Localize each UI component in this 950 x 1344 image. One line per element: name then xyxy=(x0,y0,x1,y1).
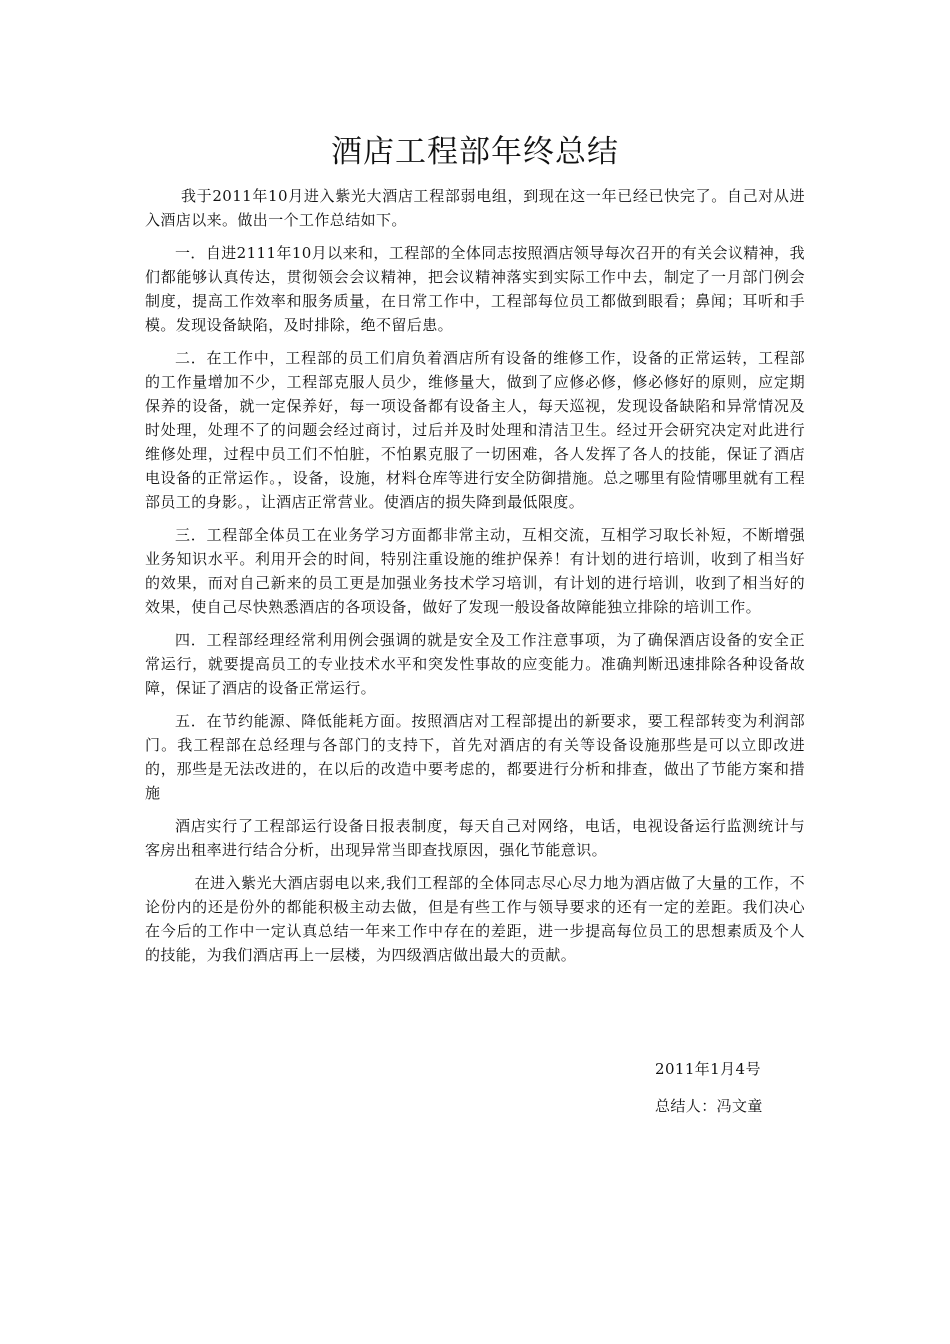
paragraph-section-5: 五．在节约能源、降低能耗方面。按照酒店对工程部提出的新要求，要工程部转变为利润部门。我工程部在总经理与各部门的支持下，首先对酒店的有关等设备设施那些是可以立即改进的，那些是无法改进的，在以后的改造中要考虑的，都要进行分析和排查，做出了节能方案和措施 xyxy=(145,712,805,802)
paragraph-intro: 我于2011年10月进入紫光大酒店工程部弱电组，到现在这一年已经已快完了。自己对从进入酒店以来。做出一个工作总结如下。 xyxy=(145,187,805,229)
paragraph-section-3: 三．工程部全体员工在业务学习方面都非常主动，互相交流，互相学习取长补短，不断增强业务知识水平。利用开会的时间，特别注重设施的维护保养！有计划的进行培训，收到了相当好的效果，而对自己新来的员工更是加强业务技术学习培训，有计划的进行培训，收到了相当好的效果，使自己尽快熟悉酒店的各项设备，做好了发现一般设备故障能独立排除的培训工作。 xyxy=(145,526,805,616)
signature-author: 总结人：冯文童 xyxy=(655,1097,763,1115)
paragraph-section-4: 四．工程部经理经常利用例会强调的就是安全及工作注意事项，为了确保酒店设备的安全正常运行，就要提高员工的专业技术水平和突发性事故的应变能力。准确判断迅速排除各种设备故障，保证了酒店的设备正常运行。 xyxy=(145,631,805,697)
document-title: 酒店工程部年终总结 xyxy=(331,134,619,170)
paragraph-section-2: 二．在工作中，工程部的员工们肩负着酒店所有设备的维修工作，设备的正常运转，工程部的工作量增加不少，工程部克服人员少，维修量大，做到了应修必修，修必修好的原则，应定期保养的设备，就一定保养好，每一项设备都有设备主人，每天巡视，发现设备缺陷和异常情况及时处理，处理不了的问题会经过商讨，过后并及时处理和清洁卫生。经过开会研究决定对此进行维修处理，过程中员工们不怕脏，不怕累克服了一切困难，各人发挥了各人的技能，保证了酒店电设备的正常运作。，设备，设施，材料仓库等进行安全防御措施。总之哪里有险情哪里就有工程部员工的身影。，让酒店正常营业。使酒店的损失降到最低限度。 xyxy=(145,349,805,511)
signature-date: 2011年1月4号 xyxy=(655,1060,761,1078)
document-body xyxy=(145,184,805,976)
paragraph-closing: 在进入紫光大酒店弱电以来,我们工程部的全体同志尽心尽力地为酒店做了大量的工作，不论份内的还是份外的都能积极主动去做，但是有些工作与领导要求的还有一定的差距。我们决心在今后的工作中一定认真总结一年来工作中存在的差距，进一步提高每位员工的思想素质及个人的技能，为我们酒店再上一层楼，为四级酒店做出最大的贡献。 xyxy=(145,874,805,964)
paragraph-section-1: 一．自进2111年10月以来和，工程部的全体同志按照酒店领导每次召开的有关会议精神，我们都能够认真传达，贯彻领会会议精神，把会议精神落实到实际工作中去，制定了一月部门例会制度，提高工作效率和服务质量，在日常工作中，工程部每位员工都做到眼看；鼻闻；耳听和手模。发现设备缺陷，及时排除，绝不留后患。 xyxy=(145,244,805,334)
paragraph-energy-report: 酒店实行了工程部运行设备日报表制度，每天自己对网络，电话，电视设备运行监测统计与客房出租率进行结合分析，出现异常当即查找原因，强化节能意识。 xyxy=(145,817,805,859)
